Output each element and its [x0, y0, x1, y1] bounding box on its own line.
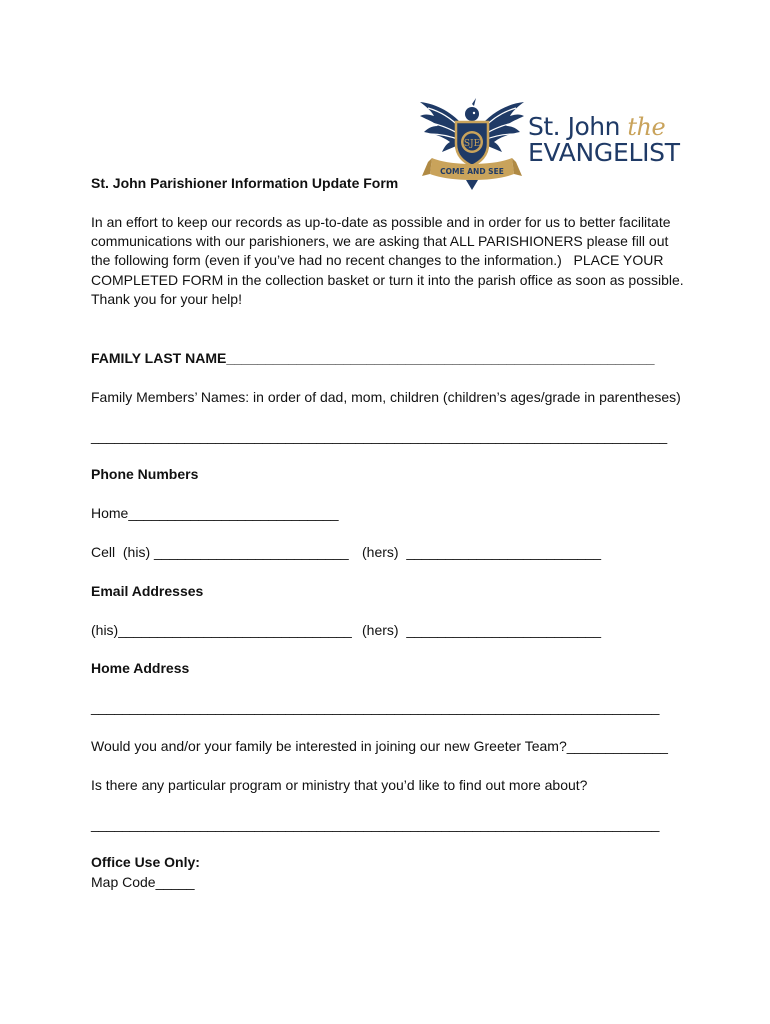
form-title: St. John Parishioner Information Update Form — [91, 175, 399, 191]
email-his-field[interactable]: (his)______________________________ — [91, 622, 352, 638]
address-heading: Home Address — [91, 660, 190, 676]
home-address-field[interactable]: _________________________________________________________________________ — [91, 699, 660, 715]
parish-name-line2: EVANGELIST — [528, 138, 680, 167]
eagle-emblem-icon — [416, 92, 528, 192]
cell-hers-field[interactable]: (hers) _________________________ — [362, 544, 601, 560]
home-phone-field[interactable]: Home___________________________ — [91, 505, 339, 521]
family-last-name-field[interactable]: FAMILY LAST NAME_______________________________________________________ — [91, 350, 655, 366]
parish-logo — [416, 92, 680, 192]
phone-heading: Phone Numbers — [91, 466, 199, 482]
email-hers-field[interactable]: (hers) _________________________ — [362, 622, 601, 638]
family-members-field[interactable]: __________________________________________________________________________ — [91, 428, 668, 444]
parish-name-accent: the — [627, 113, 666, 141]
family-members-label: Family Members’ Names: in order of dad, mom, children (children’s ages/grade in parentheses) — [91, 389, 681, 405]
program-question: Is there any particular program or ministry that you’d like to find out more about? — [91, 777, 588, 793]
intro-line: Thank you for your help! — [91, 291, 242, 307]
intro-line: COMPLETED FORM in the collection basket or turn it into the parish office as soon as possible. — [91, 272, 684, 288]
cell-his-field[interactable]: Cell (his) _________________________ — [91, 544, 349, 560]
parish-name-main: St. John — [528, 112, 620, 141]
intro-line: In an effort to keep our records as up-to-date as possible and in order for us to better facilitate — [91, 214, 671, 230]
program-field[interactable]: _________________________________________________________________________ — [91, 816, 660, 832]
intro-line: communications with our parishioners, we are asking that ALL PARISHIONERS please fill out — [91, 233, 669, 249]
parish-name — [528, 114, 680, 166]
greeter-question-field[interactable]: Would you and/or your family be interested in joining our new Greeter Team?_____________ — [91, 738, 668, 754]
map-code-field[interactable]: Map Code_____ — [91, 874, 195, 890]
email-heading: Email Addresses — [91, 583, 204, 599]
intro-line: the following form (even if you’ve had no recent changes to the information.) PLACE YOUR — [91, 252, 664, 268]
office-use-heading: Office Use Only: — [91, 854, 200, 870]
emblem-motto: COME AND SEE — [440, 167, 504, 176]
emblem-initials: SJE — [463, 139, 481, 149]
